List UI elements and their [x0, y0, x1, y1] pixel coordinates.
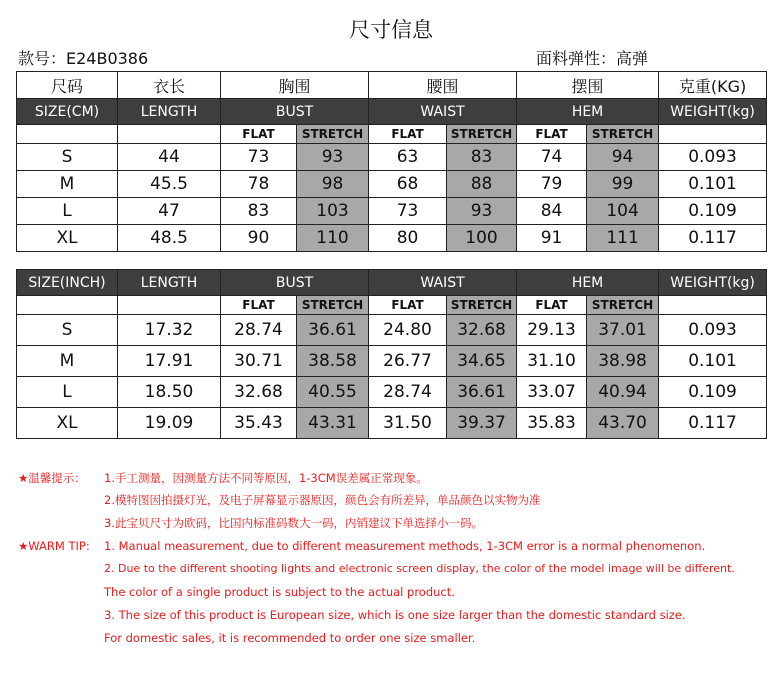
cell-length: 19.09	[118, 408, 221, 439]
cell-hem-flat: 91	[517, 225, 587, 252]
subheader-blank	[118, 296, 221, 315]
en-tip-line: 1. Manual measurement, due to different measurement methods, 1-3CM error is a normal phenomenon.	[104, 539, 706, 553]
cn-tip-line: 2.模特图因拍摄灯光，及电子屏幕显示器原因，颜色会有所差异，单品颜色以实物为准	[104, 493, 541, 507]
table-row	[17, 225, 767, 252]
cell-size: XL	[17, 408, 118, 439]
chinese-header-row	[17, 72, 767, 99]
cn-header-weight: 克重(KG)	[659, 72, 767, 99]
cell-weight: 0.117	[659, 225, 767, 252]
cell-length: 17.91	[118, 346, 221, 377]
cell-waist-flat: 63	[369, 144, 447, 171]
subheader-flat: FLAT	[369, 296, 447, 315]
inch-header-row	[17, 270, 767, 296]
cell-bust-flat: 83	[221, 198, 297, 225]
cell-hem-flat: 35.83	[517, 408, 587, 439]
cn-tip-label: ★温馨提示：	[18, 471, 86, 485]
cell-waist-stretch: 32.68	[447, 315, 517, 346]
table-row	[17, 198, 767, 225]
cell-bust-flat: 90	[221, 225, 297, 252]
cell-hem-stretch: 111	[587, 225, 659, 252]
cell-hem-stretch: 99	[587, 171, 659, 198]
cell-bust-flat: 28.74	[221, 315, 297, 346]
en-tip-line: For domestic sales, it is recommended to order one size smaller.	[104, 631, 476, 645]
subheader-blank	[17, 296, 118, 315]
subheader-stretch: STRETCH	[447, 125, 517, 144]
subheader-stretch: STRETCH	[297, 125, 369, 144]
cell-length: 17.32	[118, 315, 221, 346]
cell-size: M	[17, 171, 118, 198]
cell-hem-flat: 79	[517, 171, 587, 198]
cell-bust-flat: 30.71	[221, 346, 297, 377]
en-tip-line: 3. The size of this product is European size, which is one size larger than the domestic standard size.	[104, 608, 686, 622]
cell-bust-stretch: 36.61	[297, 315, 369, 346]
cell-size: M	[17, 346, 118, 377]
cell-bust-flat: 35.43	[221, 408, 297, 439]
header-weight: WEIGHT(kg)	[659, 99, 767, 125]
cell-waist-stretch: 100	[447, 225, 517, 252]
subheader-flat: FLAT	[221, 296, 297, 315]
cn-header-bust: 胸围	[221, 72, 369, 99]
cell-waist-stretch: 88	[447, 171, 517, 198]
header-weight: WEIGHT(kg)	[659, 270, 767, 296]
cn-header-hem: 摆围	[517, 72, 659, 99]
fabric-elasticity: 面料弹性：高弹	[536, 49, 649, 68]
table-row	[17, 408, 767, 439]
subheader-blank	[17, 125, 118, 144]
cell-waist-flat: 28.74	[369, 377, 447, 408]
en-tip-line: The color of a single product is subject to the actual product.	[104, 585, 455, 599]
subheader-stretch: STRETCH	[447, 296, 517, 315]
cn-tip-line: 1.手工测量，因测量方法不同等原因，1-3CM误差属正常现象。	[104, 471, 428, 485]
cell-weight: 0.093	[659, 144, 767, 171]
cell-waist-stretch: 93	[447, 198, 517, 225]
subheader-stretch: STRETCH	[587, 125, 659, 144]
cell-length: 44	[118, 144, 221, 171]
table-row	[17, 144, 767, 171]
subheader-stretch: STRETCH	[587, 296, 659, 315]
cell-length: 47	[118, 198, 221, 225]
cell-hem-flat: 84	[517, 198, 587, 225]
header-bust: BUST	[221, 99, 369, 125]
cell-weight: 0.101	[659, 171, 767, 198]
cell-hem-stretch: 37.01	[587, 315, 659, 346]
cell-waist-flat: 26.77	[369, 346, 447, 377]
cell-weight: 0.109	[659, 377, 767, 408]
subheader-blank	[659, 296, 767, 315]
cell-waist-flat: 31.50	[369, 408, 447, 439]
en-tip-line: 2. Due to the different shooting lights and electronic screen display, the color of the model image will be different.	[104, 562, 735, 575]
cell-hem-flat: 31.10	[517, 346, 587, 377]
cm-header-row	[17, 99, 767, 125]
subheader-blank	[659, 125, 767, 144]
cell-weight: 0.117	[659, 408, 767, 439]
cell-bust-flat: 73	[221, 144, 297, 171]
subheader-flat: FLAT	[221, 125, 297, 144]
table-row	[17, 346, 767, 377]
subheader-stretch: STRETCH	[297, 296, 369, 315]
subheader-flat: FLAT	[517, 125, 587, 144]
cell-bust-flat: 32.68	[221, 377, 297, 408]
size-table-cm	[16, 71, 767, 252]
cell-hem-flat: 29.13	[517, 315, 587, 346]
subheader-flat: FLAT	[369, 125, 447, 144]
header-waist: WAIST	[369, 270, 517, 296]
header-waist: WAIST	[369, 99, 517, 125]
header-length: LENGTH	[118, 270, 221, 296]
cell-bust-stretch: 93	[297, 144, 369, 171]
cell-bust-flat: 78	[221, 171, 297, 198]
cell-hem-stretch: 104	[587, 198, 659, 225]
cell-bust-stretch: 43.31	[297, 408, 369, 439]
header-length: LENGTH	[118, 99, 221, 125]
cell-bust-stretch: 38.58	[297, 346, 369, 377]
header-size: SIZE(CM)	[17, 99, 118, 125]
cell-weight: 0.093	[659, 315, 767, 346]
header-hem: HEM	[517, 270, 659, 296]
inch-subheader-row	[17, 296, 767, 315]
table-row	[17, 315, 767, 346]
cell-bust-stretch: 103	[297, 198, 369, 225]
cell-length: 45.5	[118, 171, 221, 198]
cell-waist-flat: 68	[369, 171, 447, 198]
cell-waist-flat: 73	[369, 198, 447, 225]
cn-header-size: 尺码	[17, 72, 118, 99]
cell-bust-stretch: 40.55	[297, 377, 369, 408]
cell-size: XL	[17, 225, 118, 252]
table-row	[17, 171, 767, 198]
cell-waist-flat: 80	[369, 225, 447, 252]
cell-hem-stretch: 38.98	[587, 346, 659, 377]
cell-waist-flat: 24.80	[369, 315, 447, 346]
cell-hem-stretch: 43.70	[587, 408, 659, 439]
table-row	[17, 377, 767, 408]
page-title: 尺寸信息	[349, 18, 433, 42]
cell-waist-stretch: 36.61	[447, 377, 517, 408]
header-size: SIZE(INCH)	[17, 270, 118, 296]
cm-subheader-row	[17, 125, 767, 144]
header-hem: HEM	[517, 99, 659, 125]
cell-length: 48.5	[118, 225, 221, 252]
en-tip-label: ★WARM TIP:	[18, 539, 90, 553]
size-table-inch	[16, 269, 767, 439]
cn-header-length: 衣长	[118, 72, 221, 99]
cell-weight: 0.101	[659, 346, 767, 377]
cell-hem-stretch: 40.94	[587, 377, 659, 408]
cell-hem-flat: 74	[517, 144, 587, 171]
cell-size: L	[17, 377, 118, 408]
header-bust: BUST	[221, 270, 369, 296]
subheader-blank	[118, 125, 221, 144]
cell-hem-stretch: 94	[587, 144, 659, 171]
subheader-flat: FLAT	[517, 296, 587, 315]
cell-hem-flat: 33.07	[517, 377, 587, 408]
cell-size: L	[17, 198, 118, 225]
cell-size: S	[17, 144, 118, 171]
cn-header-waist: 腰围	[369, 72, 517, 99]
cell-waist-stretch: 83	[447, 144, 517, 171]
cell-length: 18.50	[118, 377, 221, 408]
cn-tip-line: 3.此宝贝尺寸为欧码，比国内标准码数大一码，内销建议下单选择小一码。	[104, 516, 483, 530]
cell-bust-stretch: 98	[297, 171, 369, 198]
cell-waist-stretch: 39.37	[447, 408, 517, 439]
cell-waist-stretch: 34.65	[447, 346, 517, 377]
cell-bust-stretch: 110	[297, 225, 369, 252]
cell-size: S	[17, 315, 118, 346]
cell-weight: 0.109	[659, 198, 767, 225]
style-number: 款号：E24B0386	[18, 49, 149, 68]
